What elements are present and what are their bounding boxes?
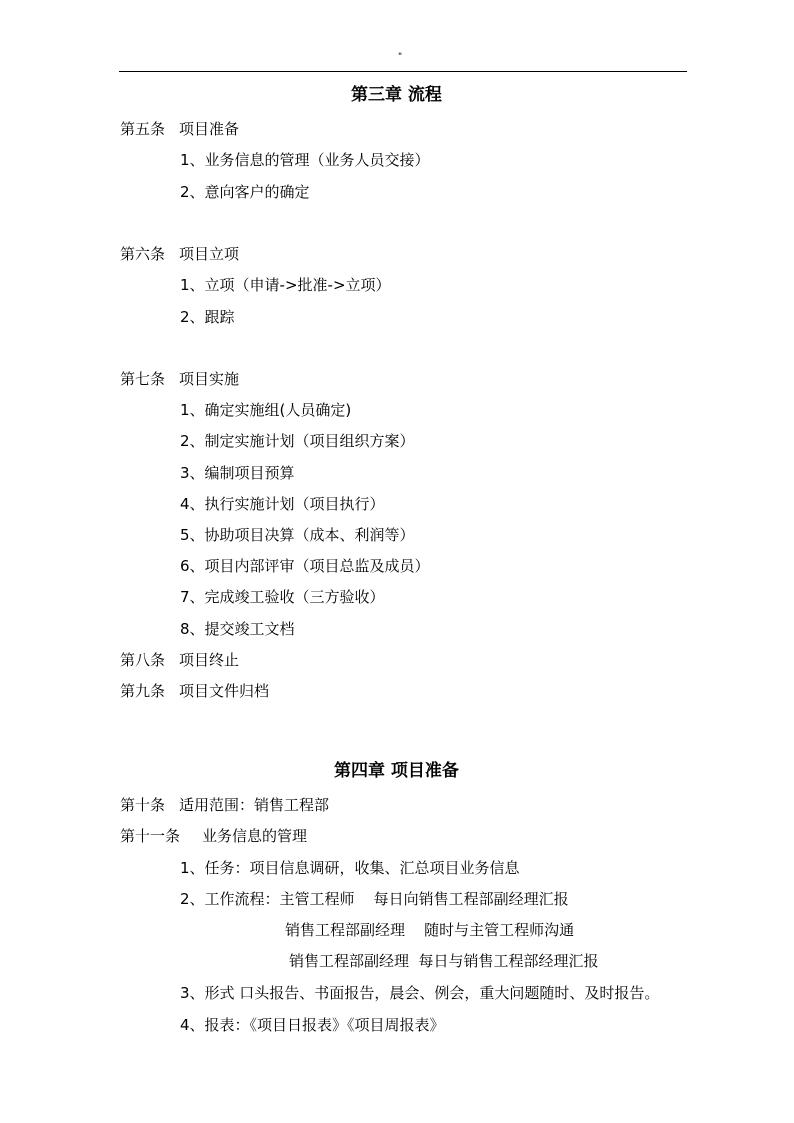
article-9 [120,681,269,701]
article-8-number: 第八条 [120,651,166,669]
article-10-title: 适用范围：销售工程部 [179,796,330,814]
header-rule [119,71,687,72]
workflow-label: 2、工作流程： [180,890,280,908]
article-9-title: 项目文件归档 [179,682,270,700]
article-11 [120,826,307,846]
article-5 [120,119,239,139]
article-7-title: 项目实施 [179,370,240,388]
article-8-title: 项目终止 [179,651,240,669]
article-10 [120,795,329,815]
article-11-title: 业务信息的管理 [202,827,308,845]
article-6-item-2: 2、跟踪 [180,308,235,326]
article-11-item-4: 4、报表：《项目日报表》《项目周报表》 [180,1016,445,1034]
article-6 [120,244,239,264]
article-9-number: 第九条 [120,682,166,700]
article-11-number: 第十一条 [120,827,181,845]
chapter-4-title: 第四章 项目准备 [334,761,459,781]
article-8 [120,650,239,670]
header-mark: " [398,52,403,62]
article-7-item-2: 2、制定实施计划（项目组织方案） [180,432,415,450]
article-11-item-2 [180,889,569,909]
article-7-item-4: 4、执行实施计划（项目执行） [180,495,385,513]
article-7-item-3: 3、编制项目预算 [180,464,295,482]
article-7-item-8: 8、提交竣工文档 [180,620,295,638]
workflow-line-2: 销售工程部副经理 随时与主管工程师沟通 [285,921,575,939]
workflow-line-1: 主管工程师 每日向销售工程部副经理汇报 [279,890,569,908]
article-6-title: 项目立项 [179,245,240,263]
workflow-line-3: 销售工程部副经理 每日与销售工程部经理汇报 [289,952,599,970]
article-6-item-1: 1、立项（申请->批准->立项） [180,276,391,294]
article-10-number: 第十条 [120,796,166,814]
article-11-item-3: 3、形式 口头报告、书面报告，晨会、例会，重大问题随时、及时报告。 [180,984,660,1002]
article-5-item-1: 1、业务信息的管理（业务人员交接） [180,151,430,169]
article-6-number: 第六条 [120,245,166,263]
article-5-number: 第五条 [120,120,166,138]
article-7-item-1: 1、确定实施组(人员确定) [180,401,352,419]
article-11-item-1: 1、任务：项目信息调研，收集、汇总项目业务信息 [180,859,520,877]
chapter-3-title: 第三章 流程 [351,85,442,105]
article-7 [120,369,239,389]
article-5-title: 项目准备 [179,120,240,138]
article-7-number: 第七条 [120,370,166,388]
article-5-item-2: 2、意向客户的确定 [180,183,310,201]
article-7-item-7: 7、完成竣工验收（三方验收） [180,588,385,606]
article-7-item-6: 6、项目内部评审（项目总监及成员） [180,557,430,575]
article-7-item-5: 5、协助项目决算（成本、利润等） [180,526,415,544]
